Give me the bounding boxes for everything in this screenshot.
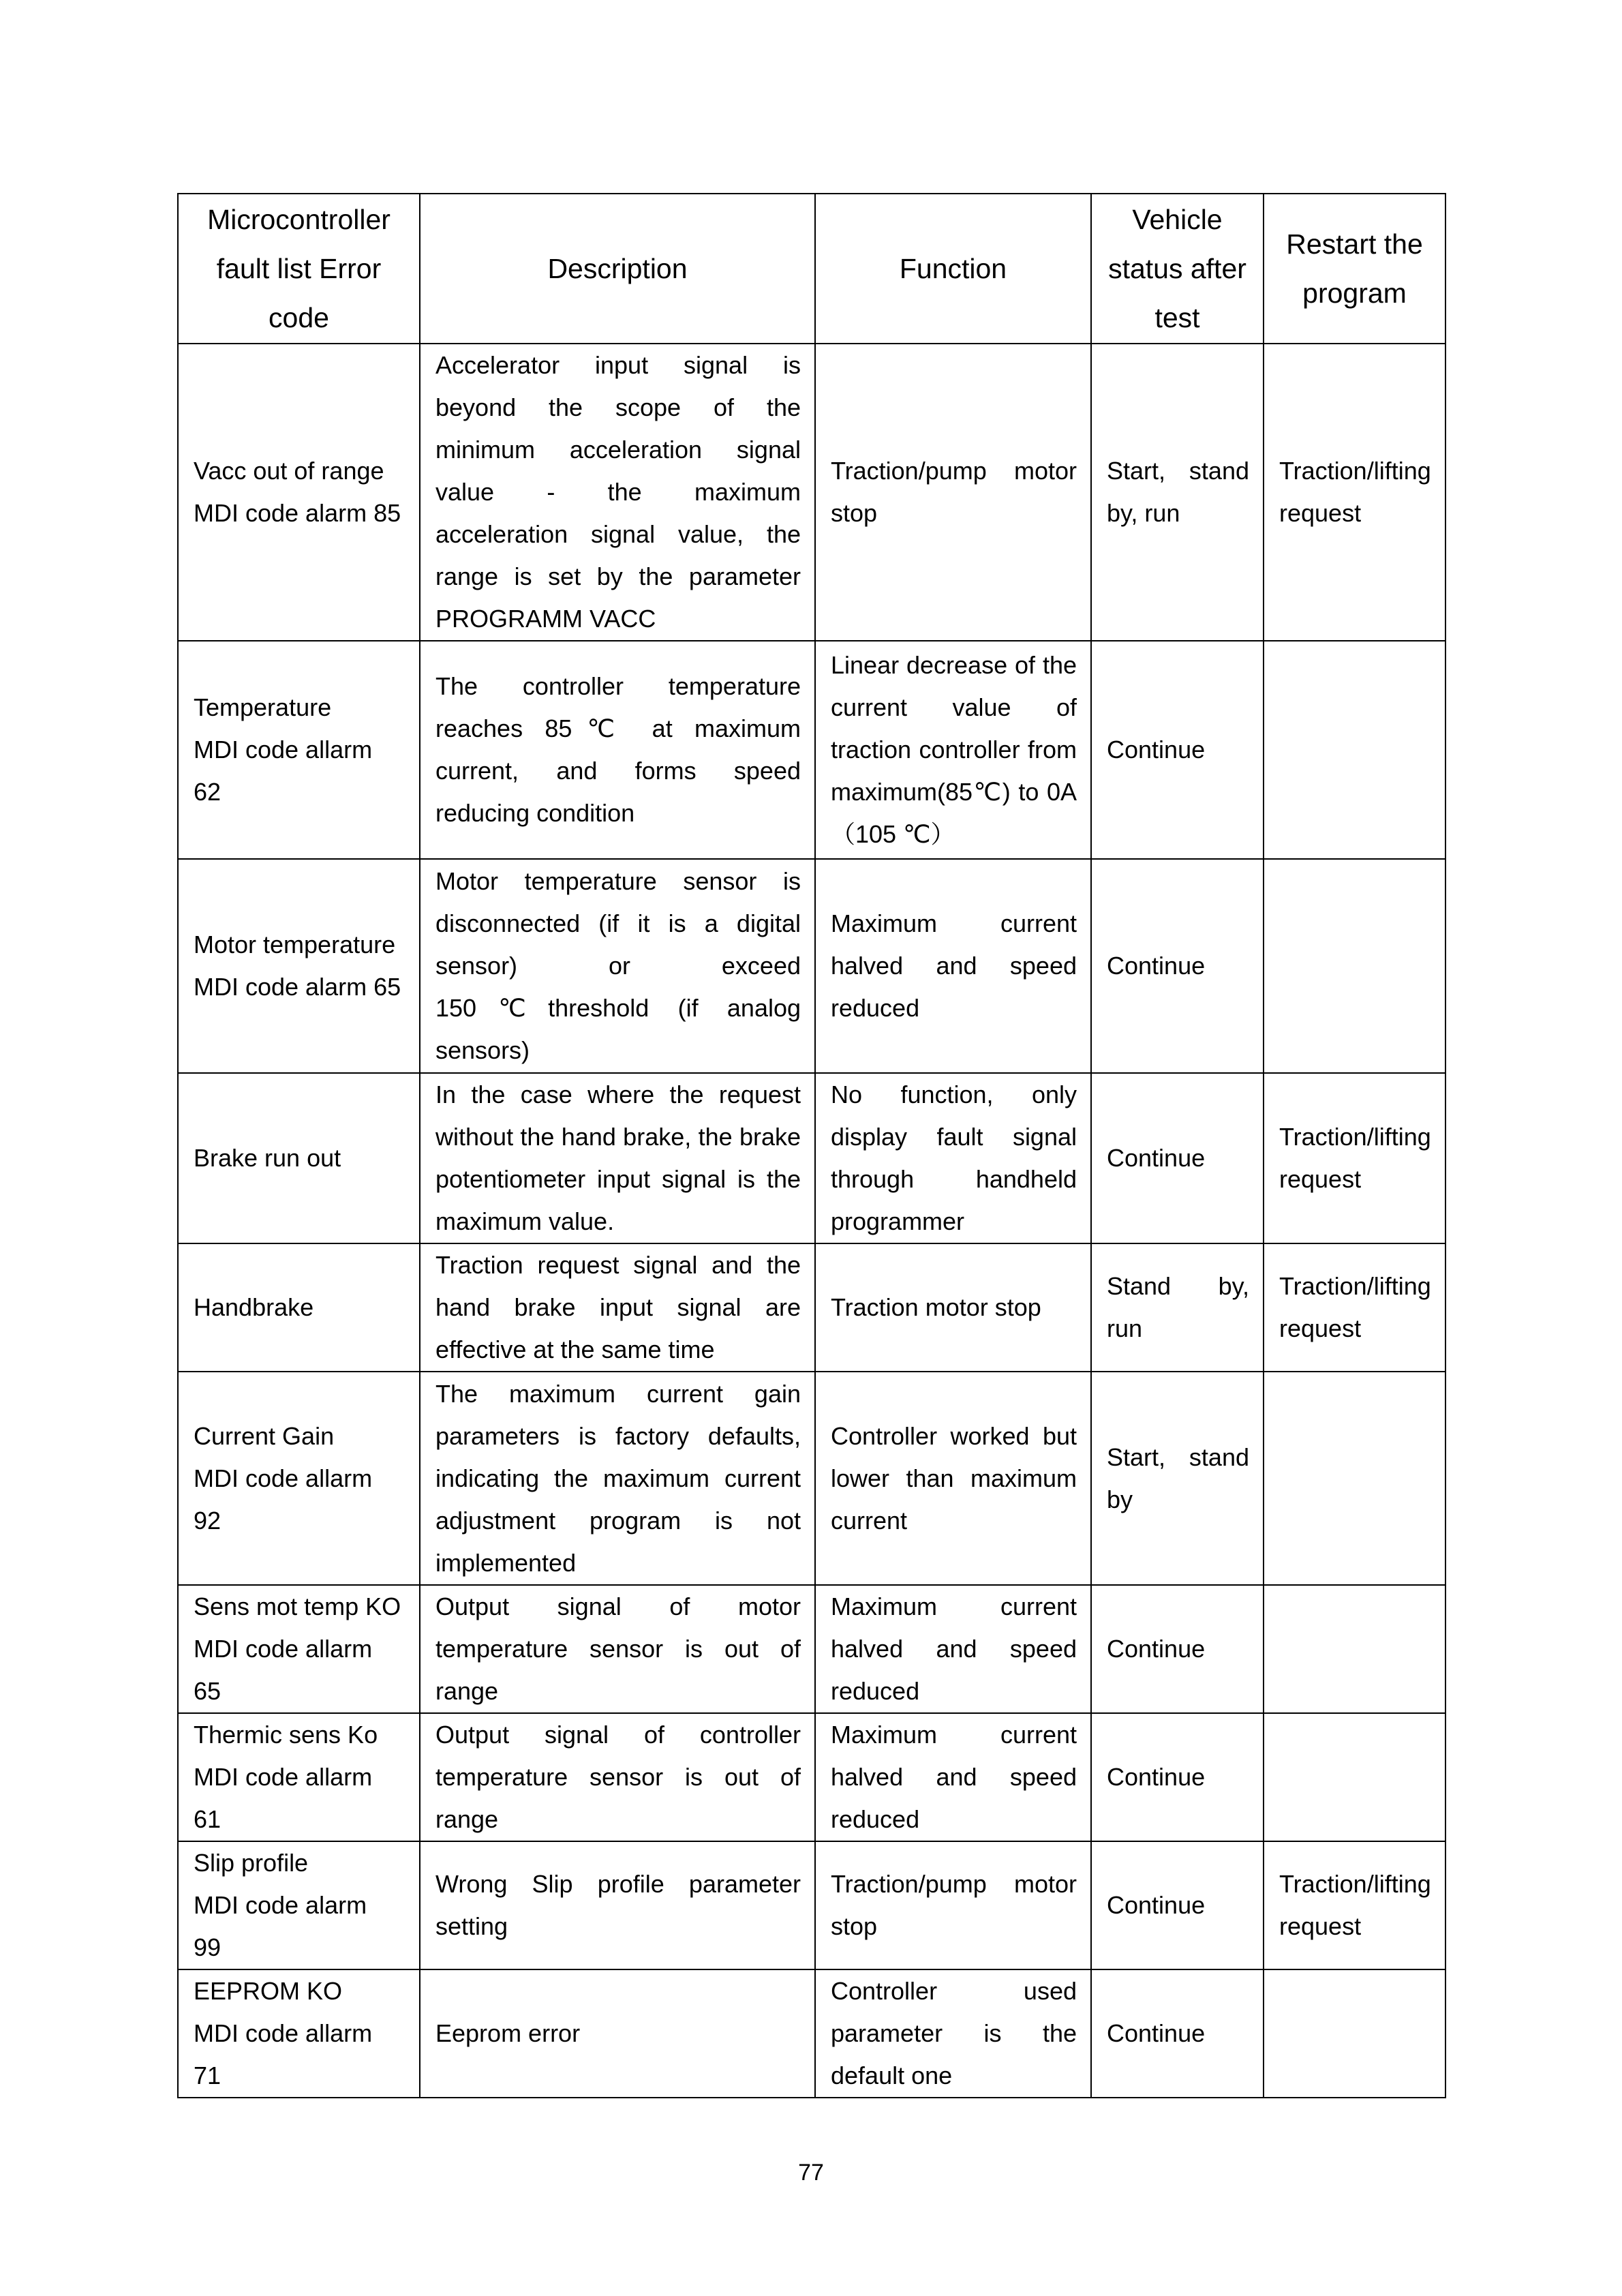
table-row <box>178 859 1445 1073</box>
table-header-row <box>178 194 1445 344</box>
table-row <box>178 641 1445 859</box>
table-row <box>178 1372 1445 1585</box>
table-row <box>178 1585 1445 1713</box>
cell-vehicle-status: Continue <box>1091 1841 1264 1969</box>
cell-error-code: Motor temperature MDI code alarm 65 <box>178 859 420 1073</box>
cell-error-code: Vacc out of range MDI code alarm 85 <box>178 344 420 641</box>
cell-vehicle-status: Start, stand by <box>1091 1372 1264 1585</box>
cell-description: The controller temperature reaches 85℃ at maximum current, and forms speed reducing condition <box>420 641 815 859</box>
cell-description: Accelerator input signal is beyond the scope of the minimum acceleration signal value - the maximum acceleration signal value, the range is set by the parameter PROGRAMM VACC <box>420 344 815 641</box>
table-row <box>178 1969 1445 2098</box>
table-row <box>178 1713 1445 1841</box>
cell-description: The maximum current gain parameters is factory defaults, indicating the maximum current adjustment program is not implemented <box>420 1372 815 1585</box>
cell-description: Traction request signal and the hand brake input signal are effective at the same time <box>420 1243 815 1372</box>
table-row <box>178 344 1445 641</box>
cell-vehicle-status: Continue <box>1091 1073 1264 1243</box>
header-function: Function <box>815 194 1091 344</box>
cell-error-code: Current Gain MDI code allarm 92 <box>178 1372 420 1585</box>
fault-list-table <box>177 193 1446 2098</box>
cell-function: Traction/pump motor stop <box>815 344 1091 641</box>
cell-function: Traction motor stop <box>815 1243 1091 1372</box>
cell-restart: Traction/lifting request <box>1264 344 1445 641</box>
cell-restart <box>1264 641 1445 859</box>
cell-description: Motor temperature sensor is disconnected (if it is a digital sensor) or exceed 150℃threshold (if analog sensors) <box>420 859 815 1073</box>
cell-vehicle-status: Continue <box>1091 1969 1264 2098</box>
cell-error-code: Handbrake <box>178 1243 420 1372</box>
cell-error-code: Temperature MDI code allarm 62 <box>178 641 420 859</box>
cell-restart <box>1264 859 1445 1073</box>
cell-error-code: Brake run out <box>178 1073 420 1243</box>
cell-vehicle-status: Continue <box>1091 1585 1264 1713</box>
header-vehicle-status: Vehicle status after test <box>1091 194 1264 344</box>
cell-description: Eeprom error <box>420 1969 815 2098</box>
header-restart: Restart the program <box>1264 194 1445 344</box>
cell-function: No function, only display fault signal through handheld programmer <box>815 1073 1091 1243</box>
cell-vehicle-status: Continue <box>1091 859 1264 1073</box>
cell-description: Output signal of controller temperature sensor is out of range <box>420 1713 815 1841</box>
cell-function: Linear decrease of the current value of traction controller from maximum(85℃) to 0A （105 ℃） <box>815 641 1091 859</box>
cell-restart <box>1264 1969 1445 2098</box>
cell-restart: Traction/lifting request <box>1264 1243 1445 1372</box>
cell-error-code: Sens mot temp KO MDI code allarm 65 <box>178 1585 420 1713</box>
cell-function: Maximum current halved and speed reduced <box>815 1713 1091 1841</box>
table-row <box>178 1243 1445 1372</box>
cell-vehicle-status: Start, stand by, run <box>1091 344 1264 641</box>
header-description: Description <box>420 194 815 344</box>
cell-restart <box>1264 1713 1445 1841</box>
page-number: 77 <box>798 2160 824 2186</box>
cell-vehicle-status: Continue <box>1091 641 1264 859</box>
cell-function: Controller worked but lower than maximum current <box>815 1372 1091 1585</box>
cell-function: Controller used parameter is the default one <box>815 1969 1091 2098</box>
cell-restart: Traction/lifting request <box>1264 1073 1445 1243</box>
cell-vehicle-status: Stand by, run <box>1091 1243 1264 1372</box>
cell-description: Output signal of motor temperature sensor is out of range <box>420 1585 815 1713</box>
cell-vehicle-status: Continue <box>1091 1713 1264 1841</box>
cell-restart: Traction/lifting request <box>1264 1841 1445 1969</box>
cell-error-code: Slip profile MDI code alarm 99 <box>178 1841 420 1969</box>
cell-restart <box>1264 1372 1445 1585</box>
header-error-code: Microcontroller fault list Error code <box>178 194 420 344</box>
cell-function: Maximum current halved and speed reduced <box>815 859 1091 1073</box>
cell-error-code: EEPROM KO MDI code allarm 71 <box>178 1969 420 2098</box>
table-row <box>178 1073 1445 1243</box>
cell-error-code: Thermic sens Ko MDI code allarm 61 <box>178 1713 420 1841</box>
cell-description: In the case where the request without the hand brake, the brake potentiometer input signal is the maximum value. <box>420 1073 815 1243</box>
table-row <box>178 1841 1445 1969</box>
cell-function: Traction/pump motor stop <box>815 1841 1091 1969</box>
cell-description: Wrong Slip profile parameter setting <box>420 1841 815 1969</box>
cell-function: Maximum current halved and speed reduced <box>815 1585 1091 1713</box>
cell-restart <box>1264 1585 1445 1713</box>
